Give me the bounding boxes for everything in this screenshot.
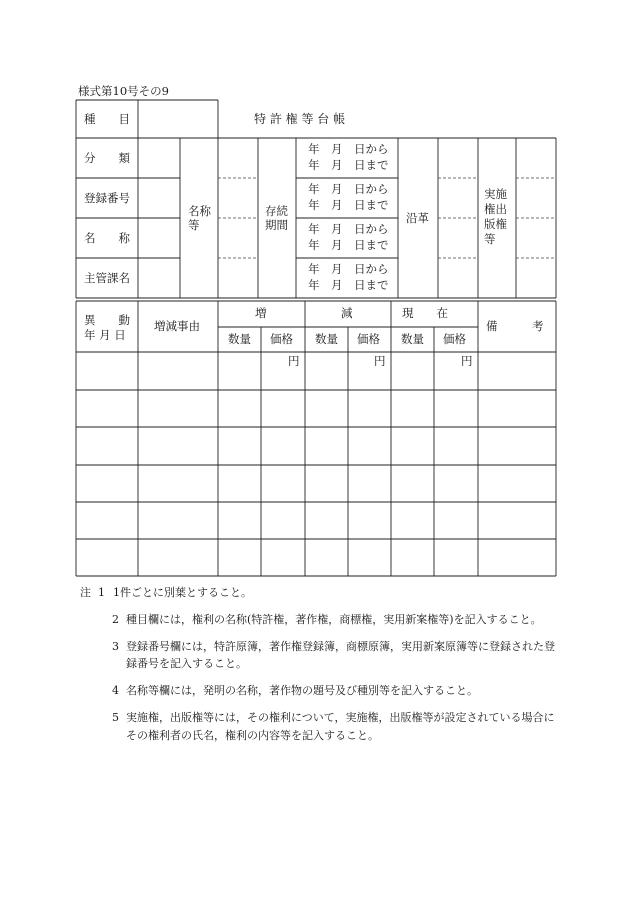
note-item [80, 709, 560, 745]
form-number: 様式第10号その9 [78, 84, 169, 98]
label-name-etc-1: 名称 [188, 204, 211, 218]
notes-lead: 注 [80, 586, 91, 599]
note-item [80, 682, 560, 700]
note-item [80, 611, 560, 629]
label-name-etc-2: 等 [188, 218, 200, 232]
yen-increase: 円 [288, 354, 300, 368]
label-decrease: 減 [341, 306, 353, 320]
label-qty-increase: 数量 [228, 332, 251, 346]
label-managing-section: 主管課名 [84, 271, 130, 285]
note-number: 1 [98, 586, 105, 599]
period-from-3: 年 月 日から [308, 222, 389, 236]
note-item [80, 638, 560, 674]
note-item [80, 584, 560, 602]
label-qty-current: 数量 [401, 332, 424, 346]
period-to-3: 年 月 日まで [308, 238, 389, 252]
note-number: 2 [112, 612, 119, 626]
notes-section [80, 584, 560, 754]
label-duration-1: 存続 [265, 204, 288, 218]
note-text: 名称等欄には，発明の名称，著作物の題号及び種別等を記入すること。 [126, 684, 478, 698]
label-registration-number: 登録番号 [84, 191, 130, 205]
period-to-4: 年 月 日まで [308, 278, 389, 292]
note-text: 種目欄には，権利の名称(特許権，著作権，商標権，実用新案権等)を記入すること。 [126, 612, 542, 626]
label-license-4: 等 [484, 232, 496, 246]
period-from-2: 年 月 日から [308, 182, 389, 196]
note-text: 1件ごとに別葉とすること。 [113, 586, 252, 599]
label-history: 沿革 [406, 211, 429, 225]
label-reason: 増減事由 [154, 319, 200, 333]
period-from-1: 年 月 日から [308, 142, 389, 156]
label-price-decrease: 価格 [357, 332, 380, 346]
period-to-2: 年 月 日まで [308, 198, 389, 212]
label-price-increase: 価格 [270, 332, 293, 346]
label-qty-decrease: 数量 [315, 332, 338, 346]
period-from-4: 年 月 日から [308, 262, 389, 276]
label-classification: 分 類 [84, 151, 130, 165]
yen-decrease: 円 [374, 354, 386, 368]
label-license-3: 版権 [484, 217, 507, 231]
label-license-1: 実施 [484, 187, 507, 201]
label-type: 種 目 [84, 112, 130, 126]
label-price-current: 価格 [443, 332, 466, 346]
label-license-2: 権出 [484, 202, 507, 216]
note-number: 4 [112, 684, 119, 698]
note-text: 登録番号欄には，特許原簿，著作権登録簿，商標原簿，実用新案原簿等に登録された登録番号を記入すること。 [126, 639, 555, 671]
period-to-1: 年 月 日まで [308, 158, 389, 172]
note-number: 5 [112, 711, 119, 725]
label-name: 名 称 [84, 231, 130, 245]
label-current: 現 在 [402, 306, 448, 320]
ledger-title: 特 許 権 等 台 帳 [254, 112, 346, 126]
note-number: 3 [112, 639, 119, 653]
label-change-date-1: 異 動 [84, 313, 130, 327]
label-duration-2: 期間 [265, 218, 288, 232]
label-change-date-2: 年 月 日 [84, 328, 126, 342]
label-increase: 増 [255, 306, 267, 320]
note-text: 実施権，出版権等には，その権利について，実施権，出版権等が設定されている場合にその権利者の氏名，権利の内容等を記入すること。 [126, 711, 555, 742]
yen-current: 円 [461, 354, 473, 368]
label-remarks: 備 考 [486, 319, 544, 333]
